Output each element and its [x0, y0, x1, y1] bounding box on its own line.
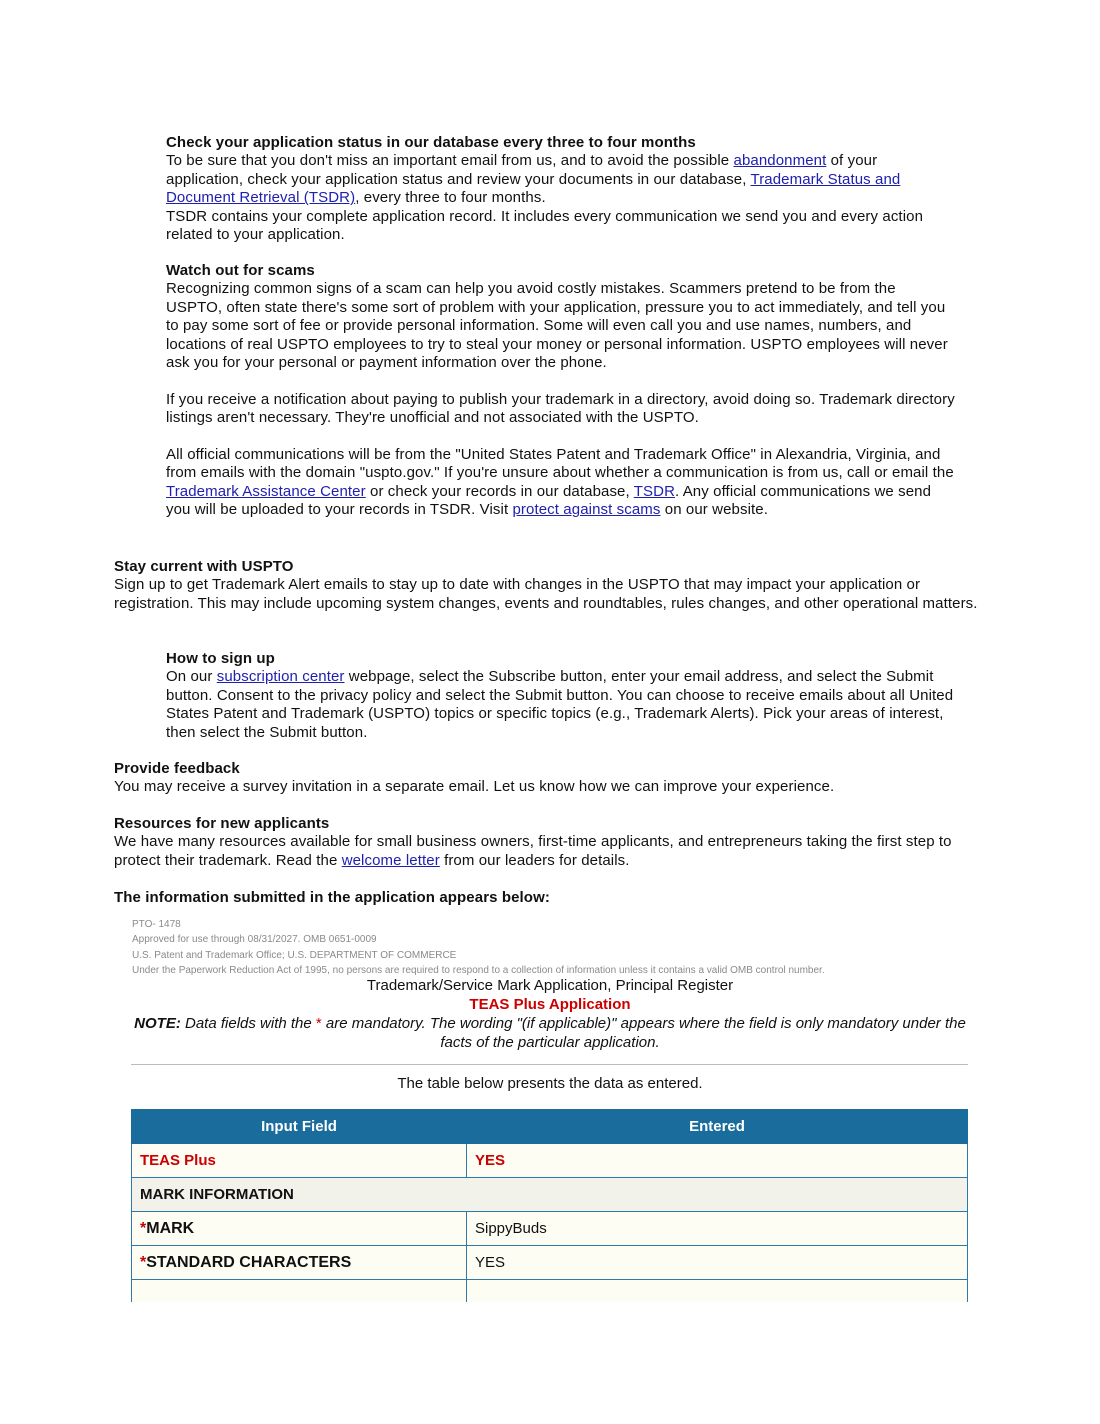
abandonment-link[interactable]: abandonment	[733, 152, 827, 170]
standard-characters-field: *STANDARD CHARACTERS	[132, 1246, 467, 1280]
spacer	[166, 372, 956, 390]
table-cell	[467, 1280, 968, 1303]
tsdr-description: TSDR contains your complete application record. It includes every communication we send you and every action related to your application.	[166, 207, 924, 244]
input-field-header: Input Field	[132, 1110, 467, 1144]
check-status-paragraph: To be sure that you don't miss an important email from us, and to avoid the possible abandonment of your application, check your application status and review your documents in our database, Trademark Status and Document Retrieval (TSDR), every three to four months.	[166, 152, 901, 207]
tsdr-link-2[interactable]: TSDR	[633, 482, 675, 500]
application-data-table	[131, 1109, 968, 1302]
scams-heading: Watch out for scams	[166, 262, 315, 279]
note-label: NOTE:	[134, 1015, 181, 1032]
mark-field: *MARK	[132, 1212, 467, 1246]
table-row	[132, 1212, 968, 1246]
form-note: NOTE: Data fields with the * are mandatory. The wording "(if applicable)" appears where the field is only mandatory under the facts of the particular application.	[134, 1015, 966, 1051]
required-star: *	[140, 1253, 147, 1271]
welcome-letter-link[interactable]: welcome letter	[341, 851, 440, 869]
feedback-heading: Provide feedback	[114, 760, 240, 777]
required-star: *	[140, 1219, 147, 1237]
required-star: *	[315, 1015, 322, 1032]
feedback-paragraph: You may receive a survey invitation in a separate email. Let us know how we can improve your experience.	[114, 778, 835, 796]
omb-approval: Approved for use through 08/31/2027. OMB 0651-0009	[132, 934, 377, 946]
check-status-heading: Check your application status in our database every three to four months	[166, 134, 696, 151]
table-header-row	[132, 1110, 968, 1144]
mark-information-section: MARK INFORMATION	[132, 1178, 968, 1212]
table-row	[132, 1144, 968, 1178]
check-status-section	[166, 134, 956, 244]
subscription-center-link[interactable]: subscription center	[216, 668, 345, 686]
resources-section	[114, 815, 994, 870]
form-meta	[132, 917, 972, 979]
standard-characters-value: YES	[467, 1246, 968, 1280]
feedback-section	[114, 760, 994, 797]
info-heading: The information submitted in the application appears below:	[114, 889, 550, 906]
stay-current-heading: Stay current with USPTO	[114, 558, 294, 575]
agency-line: U.S. Patent and Trademark Office; U.S. DEPARTMENT OF COMMERCE	[132, 949, 457, 961]
table-caption: The table below presents the data as entered.	[397, 1075, 703, 1092]
info-section	[114, 889, 994, 907]
form-subtitle: TEAS Plus Application	[469, 996, 631, 1013]
teas-plus-field: TEAS Plus	[132, 1144, 467, 1178]
table-row	[132, 1246, 968, 1280]
scams-paragraph-1: Recognizing common signs of a scam can help you avoid costly mistakes. Scammers pretend to be from the USPTO, often state there's some sort of problem with your application, pressure you to act immediately, and tell you to pay some sort of fee or provide personal information. Some will even call you and use names, numbers, and locations of real USPTO employees to try to steal your money or personal information. USPTO employees will never ask you for your personal or payment information over the phone.	[166, 280, 948, 372]
sign-up-heading: How to sign up	[166, 650, 275, 667]
form-title: Trademark/Service Mark Application, Principal Register	[366, 977, 734, 994]
table-cell	[132, 1280, 467, 1303]
sign-up-section	[166, 650, 956, 742]
entered-header: Entered	[467, 1110, 968, 1144]
teas-plus-value: YES	[467, 1144, 968, 1178]
protect-against-scams-link[interactable]: protect against scams	[512, 501, 661, 519]
scams-section	[166, 262, 956, 520]
table-row	[132, 1280, 968, 1303]
table-section-row	[132, 1178, 968, 1212]
stay-current-paragraph: Sign up to get Trademark Alert emails to stay up to date with changes in the USPTO that may impact your application or registration. This may include upcoming system changes, events and roundtables, rules changes, and other operational matters.	[114, 576, 978, 612]
paperwork-notice: Under the Paperwork Reduction Act of 1995, no persons are required to respond to a collection of information unless it contains a valid OMB control number.	[132, 965, 825, 977]
sign-up-paragraph: On our subscription center webpage, select the Subscribe button, enter your email address, and select the Submit button. Consent to the privacy policy and select the Submit button. You can choose to receive emails about all United States Patent and Trademark (USPTO) topics or specific topics (e.g., Trademark Alerts). Pick your areas of interest, then select the Submit button.	[166, 668, 954, 741]
stay-current-section	[114, 558, 994, 613]
trademark-assistance-center-link[interactable]: Trademark Assistance Center	[166, 482, 366, 500]
mark-value: SippyBuds	[467, 1212, 968, 1246]
divider	[131, 1064, 968, 1065]
scams-paragraph-3: All official communications will be from the "United States Patent and Trademark Office" in Alexandria, Virginia, and from emails with the domain "uspto.gov." If you're unsure about whether a communication is from us, call or email the Trademark Assistance Center or check your records in our database, TSDR. Any official communications we send you will be uploaded to your records in TSDR. Visit protect against scams on our website.	[166, 446, 954, 519]
spacer	[166, 428, 956, 446]
resources-paragraph: We have many resources available for small business owners, first-time applicants, and entrepreneurs taking the first step to protect their trademark. Read the welcome letter from our leaders for details.	[114, 833, 952, 869]
scams-paragraph-2: If you receive a notification about paying to publish your trademark in a directory, avoid doing so. Trademark directory listings aren't necessary. They're unofficial and not associated with the USPTO.	[166, 390, 955, 427]
form-number: PTO- 1478	[132, 919, 181, 930]
resources-heading: Resources for new applicants	[114, 815, 330, 832]
tsdr-link[interactable]: Trademark Status and Document Retrieval (TSDR)	[166, 170, 901, 207]
